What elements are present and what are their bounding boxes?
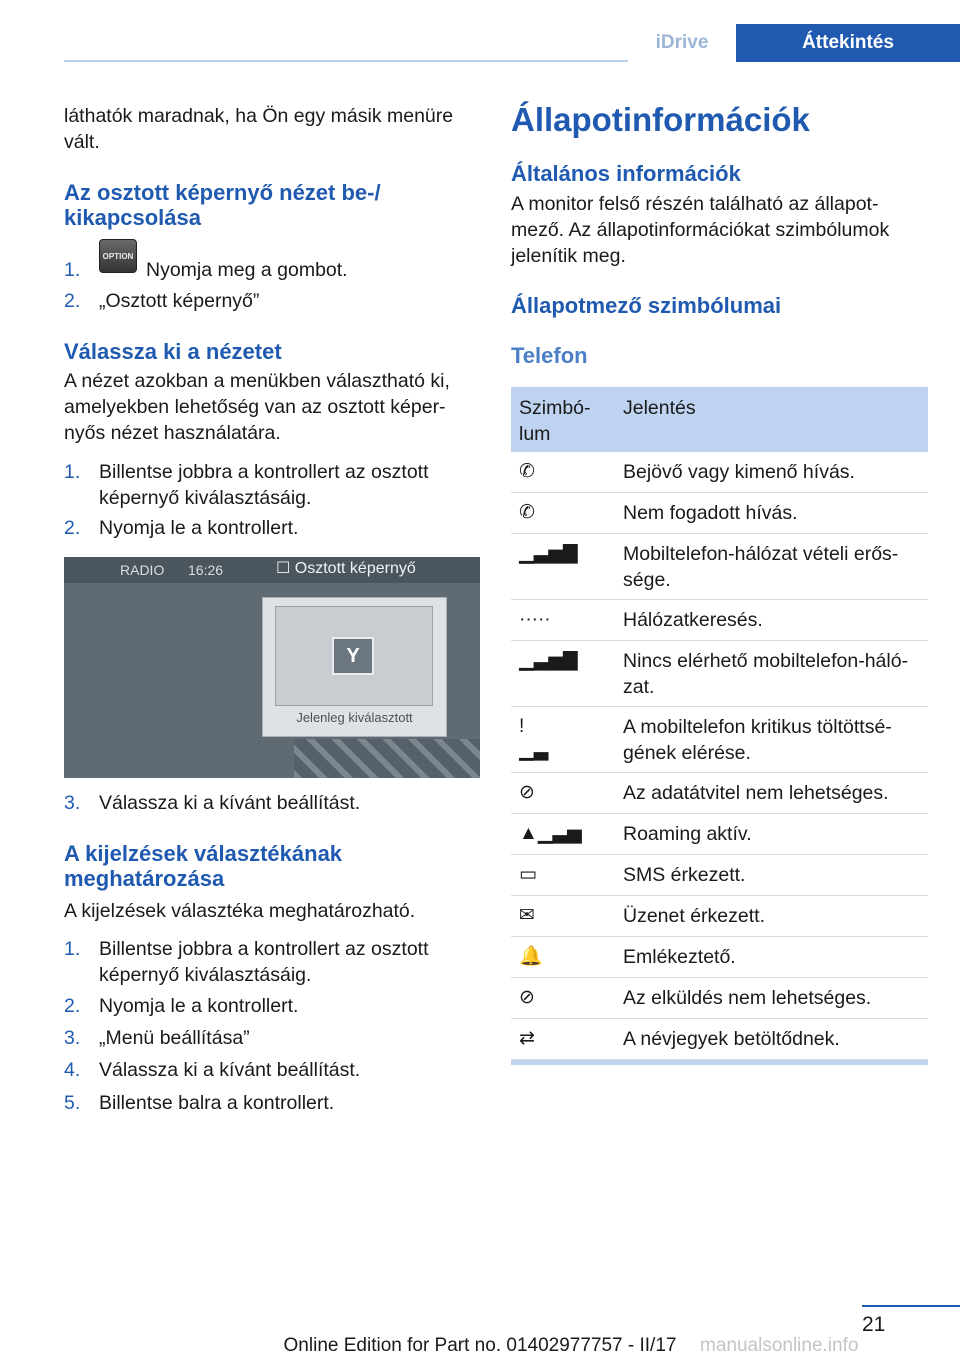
intro-line-1: láthatók maradnak, ha Ön egy másik menüre	[64, 105, 454, 127]
missed-call-icon: ✆	[519, 502, 535, 523]
table-row	[511, 814, 928, 855]
symbol-meaning-line: Emlékeztető.	[623, 946, 736, 968]
critical-battery-icon: !▁▃	[519, 716, 549, 761]
symbol-meaning	[623, 541, 923, 593]
screenshot-clock: 16:26	[188, 562, 224, 578]
symbol-meaning-line: Bejövő vagy kimenő hívás.	[623, 461, 855, 483]
symbol-meaning-line: Nem fogadott hívás.	[623, 502, 798, 524]
display-step-1-line-1: Billentse jobbra a kontrollert az osztott	[99, 938, 429, 960]
screenshot-split-screen-label: ☐ Osztott képernyő	[276, 560, 416, 577]
no-data-transfer-icon: ⊘	[519, 782, 535, 803]
page-number: 21	[862, 1313, 886, 1336]
display-body: A kijelzések választéka meghatározható.	[64, 900, 416, 922]
table-bottom-rule	[511, 1060, 928, 1065]
symbol-meaning	[623, 903, 923, 929]
table-row	[511, 773, 928, 814]
symbol-meaning	[623, 985, 923, 1011]
symbol-meaning	[623, 607, 923, 633]
symbol-meaning	[623, 500, 923, 526]
split-step-2-text: „Osztott képernyő”	[99, 290, 260, 312]
split-step-2-number: 2.	[64, 290, 81, 312]
table-row	[511, 1019, 928, 1060]
edition-note: Online Edition for Part no. 01402977757 - II/17	[283, 1335, 677, 1356]
direction-arrow-icon: Y	[332, 637, 374, 675]
select-step-2-line-1: Nyomja le a kontrollert.	[99, 517, 299, 539]
general-info-heading: Általános információk	[511, 161, 741, 186]
select-step-2-number: 2.	[64, 517, 81, 539]
table-row	[511, 534, 928, 600]
symbol-meaning-line: Nincs elérhető mobiltelefon-háló‐	[623, 650, 909, 672]
select-body-line-3: nyős nézet használatára.	[64, 422, 281, 444]
message-icon: ✉	[519, 905, 535, 926]
split-heading-line-1: Az osztott képernyő nézet be-/	[64, 180, 381, 205]
screenshot-selected-caption: Jelenleg kiválasztott	[296, 710, 413, 725]
display-step-5-number: 5.	[64, 1092, 81, 1114]
select-step-1-number: 1.	[64, 461, 81, 483]
symbol-meaning-line: Üzenet érkezett.	[623, 905, 765, 927]
symbol-meaning-line: zat.	[623, 676, 655, 698]
table-row	[511, 641, 928, 707]
select-view-heading: Válassza ki a nézetet	[64, 339, 282, 364]
select-body-line-1: A nézet azokban a menükben választható ki,	[64, 370, 450, 392]
symbol-meaning	[623, 648, 923, 700]
display-step-4-line-1: Válassza ki a kívánt beállítást.	[99, 1059, 361, 1081]
symbol-meaning-line: Mobiltelefon-hálózat vételi erős‐	[623, 543, 899, 565]
roaming-icon: ▲▁▃▅	[519, 823, 582, 844]
select-step-3-number: 3.	[64, 792, 81, 814]
header-section-label: iDrive	[628, 24, 736, 62]
select-step-1-line-2: képernyő kiválasztásáig.	[99, 487, 312, 509]
header-tab-overview: Áttekintés	[736, 24, 960, 62]
display-step-5-line-1: Billentse balra a kontrollert.	[99, 1092, 335, 1114]
display-heading-line-2: meghatározása	[64, 866, 225, 891]
general-body-line-2: mező. Az állapotinformációkat szimbólumok	[511, 219, 890, 241]
table-row	[511, 978, 928, 1019]
select-body-line-2: amelyekben lehetőség van az osztott képer‐	[64, 396, 446, 418]
network-search-icon: ·····	[519, 609, 551, 630]
select-step-1-line-1: Billentse jobbra a kontrollert az osztott	[99, 461, 429, 483]
table-row	[511, 937, 928, 978]
split-heading-line-2: kikapcsolása	[64, 205, 201, 230]
symbol-meaning-line: Roaming aktív.	[623, 823, 752, 845]
display-step-1-line-2: képernyő kiválasztásáig.	[99, 964, 312, 986]
symbol-meaning	[623, 459, 923, 485]
general-body-line-1: A monitor felső részén található az állapot‐	[511, 193, 879, 215]
screenshot-background-pattern	[294, 739, 480, 778]
screenshot-map-preview	[275, 606, 433, 706]
reminder-icon: 🔔	[519, 946, 543, 967]
screenshot-radio-label: RADIO	[120, 562, 165, 578]
footer-rule	[862, 1305, 960, 1307]
display-step-3-line-1: „Menü beállítása”	[99, 1027, 250, 1049]
symbol-meaning-line: Az adatátvitel nem lehetséges.	[623, 782, 889, 804]
display-step-4-number: 4.	[64, 1059, 81, 1081]
symbol-meaning-line: Az elküldés nem lehetséges.	[623, 987, 872, 1009]
table-row	[511, 707, 928, 773]
screenshot-split-panel	[262, 597, 447, 737]
display-step-2-number: 2.	[64, 995, 81, 1017]
send-not-possible-icon: ⊘	[519, 987, 535, 1008]
symbol-meaning	[623, 780, 923, 806]
display-step-3-number: 3.	[64, 1027, 81, 1049]
contacts-loading-icon: ⇄	[519, 1028, 535, 1049]
table-row	[511, 855, 928, 896]
symbol-meaning-line: A mobiltelefon kritikus töltöttsé‐	[623, 716, 892, 738]
split-step-1-text: Nyomja meg a gombot.	[146, 259, 348, 281]
select-step-3-text: Válassza ki a kívánt beállítást.	[99, 792, 361, 814]
status-info-title: Állapotinformációk	[511, 101, 810, 138]
status-symbols-heading: Állapotmező szimbólumai	[511, 293, 782, 318]
table-row	[511, 600, 928, 641]
column-symbol-line-2: lum	[519, 423, 551, 445]
column-symbol-line-1: Szimbó‐	[519, 397, 591, 419]
display-step-1-number: 1.	[64, 938, 81, 960]
display-heading-line-1: A kijelzések választékának	[64, 841, 343, 866]
symbol-meaning-line: sége.	[623, 569, 671, 591]
table-row	[511, 452, 928, 493]
table-row	[511, 896, 928, 937]
phone-call-icon: ✆	[519, 461, 535, 482]
watermark: manualsonline.info	[700, 1335, 859, 1356]
general-body-line-3: jelenítik meg.	[511, 245, 626, 267]
display-step-2-line-1: Nyomja le a kontrollert.	[99, 995, 299, 1017]
symbol-meaning	[623, 714, 923, 766]
symbol-meaning	[623, 821, 923, 847]
no-network-icon: ▁▃▅▇	[519, 650, 578, 671]
table-row	[511, 493, 928, 534]
signal-strength-icon: ▁▃▅▇	[519, 543, 578, 564]
symbol-meaning	[623, 1026, 923, 1052]
table-body	[511, 452, 928, 1060]
symbol-meaning-line: SMS érkezett.	[623, 864, 746, 886]
option-button-icon: OPTION	[99, 239, 137, 273]
split-step-1-number: 1.	[64, 259, 81, 281]
symbol-meaning-line: A névjegyek betöltődnek.	[623, 1028, 840, 1050]
symbol-meaning	[623, 944, 923, 970]
symbol-meaning	[623, 862, 923, 888]
table-header	[511, 387, 928, 452]
column-meaning: Jelentés	[623, 397, 696, 419]
symbol-meaning-line: Hálózatkeresés.	[623, 609, 763, 631]
phone-subheading: Telefon	[511, 343, 588, 368]
split-screen-screenshot	[64, 557, 480, 778]
symbol-meaning-line: gének elérése.	[623, 742, 751, 764]
sms-icon: ▭	[519, 864, 537, 885]
intro-line-2: vált.	[64, 131, 100, 153]
phone-symbols-table	[511, 387, 928, 1065]
